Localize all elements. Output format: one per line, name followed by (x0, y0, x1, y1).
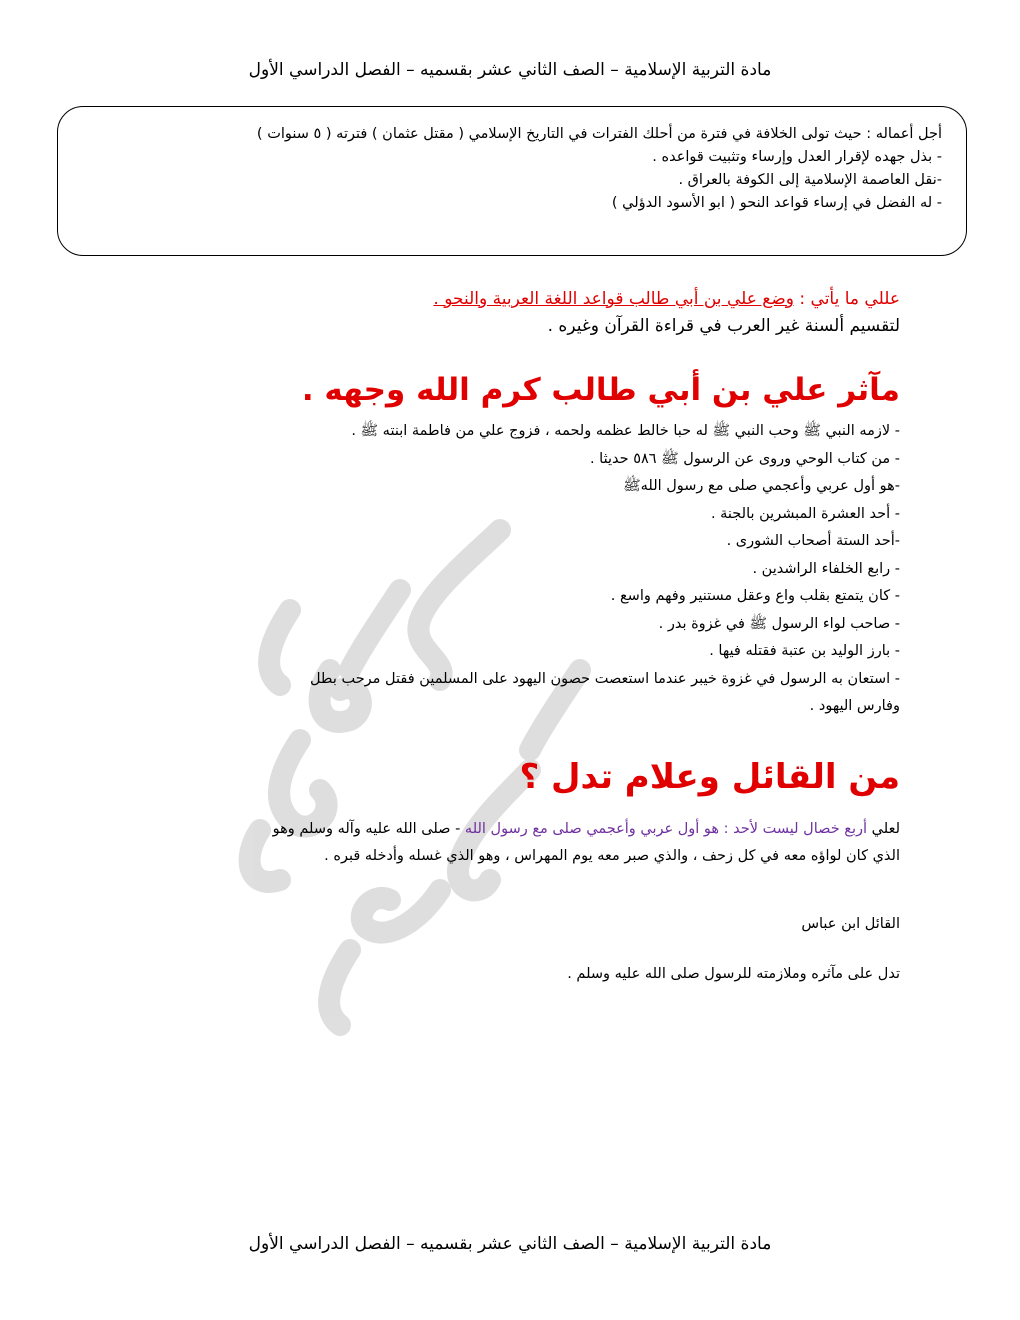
achievements-line: -نقل العاصمة الإسلامية إلى الكوفة بالعراق . (678, 172, 942, 188)
achievements-line: - بذل جهده لإقرار العدل وإرساء وتثبيت قواعده . (652, 149, 942, 165)
who-said-heading: من القائل وعلام تدل ؟ (519, 757, 900, 797)
list-item: - كان يتمتع بقلب واع وعقل مستنير وفهم واسع . (610, 588, 900, 604)
list-item: وفارس اليهود . (809, 698, 900, 714)
achievements-line: - له الفضل في إرساء قواعد النحو ( ابو الأسود الدؤلي ) (611, 195, 942, 211)
quote-highlight: أربع خصال ليست لأحد : هو أول عربي وأعجمي صلى مع رسول الله (464, 821, 868, 837)
list-item: - من كتاب الوحي وروى عن الرسول ﷺ ٥٨٦ حديثا . (589, 450, 900, 467)
virtues-list (165, 418, 900, 721)
meaning-answer: تدل على مآثره وملازمته للرسول صلى الله عليه وسلم . (567, 966, 900, 982)
list-item: - أحد العشرة المبشرين بالجنة . (710, 505, 900, 522)
page-header: مادة التربية الإسلامية – الصف الثاني عشر بقسميه – الفصل الدراسي الأول (248, 60, 772, 80)
list-item: - لازمه النبي ﷺ وحب النبي ﷺ له حبا خالط عظمه ولحمه ، فزوج علي من فاطمة ابنته ﷺ . (351, 423, 900, 439)
question-text: وضع علي بن أبي طالب قواعد اللغة العربية والنحو . (433, 289, 794, 309)
reason-question (140, 286, 900, 340)
list-item: - بارز الوليد بن عتبة فقتله فيها . (709, 643, 900, 659)
list-item: - صاحب لواء الرسول ﷺ في غزوة بدر . (658, 615, 900, 632)
list-item: -أحد الستة أصحاب الشورى . (726, 533, 900, 549)
virtues-heading: مآثر علي بن أبي طالب كرم الله وجهه . (301, 372, 900, 408)
page-footer: مادة التربية الإسلامية – الصف الثاني عشر بقسميه – الفصل الدراسي الأول (248, 1234, 772, 1254)
list-item: - رابع الخلفاء الراشدين . (752, 560, 900, 577)
quote-paragraph (120, 816, 900, 870)
question-answer: لتقسيم ألسنة غير العرب في قراءة القرآن وغيره . (547, 316, 900, 336)
question-prefix: عللي ما يأتي : (793, 289, 900, 309)
quote-line-2: الذي كان لواؤه معه في كل زحف ، والذي صبر معه يوم المهراس ، وهو الذي غسله وأدخله قبره . (324, 848, 900, 864)
list-item: - استعان به الرسول في غزوة خيبر عندما استعصت حصون اليهود على المسلمين فقتل مرحب بطل (309, 670, 900, 687)
quote-rest: - صلى الله عليه وآله وسلم وهو (272, 821, 465, 837)
sayer-answer: القائل ابن عباس (801, 916, 900, 932)
list-item: -هو أول عربي وأعجمي صلى مع رسول اللهﷺ (623, 478, 900, 494)
achievements-line: أجل أعماله : حيث تولى الخلافة في فترة من أحلك الفترات في التاريخ الإسلامي ( مقتل عثمان ) فترته ( ٥ سنوات ) (256, 126, 942, 142)
achievements-box (57, 106, 967, 256)
quote-start: لعلي (867, 821, 900, 837)
